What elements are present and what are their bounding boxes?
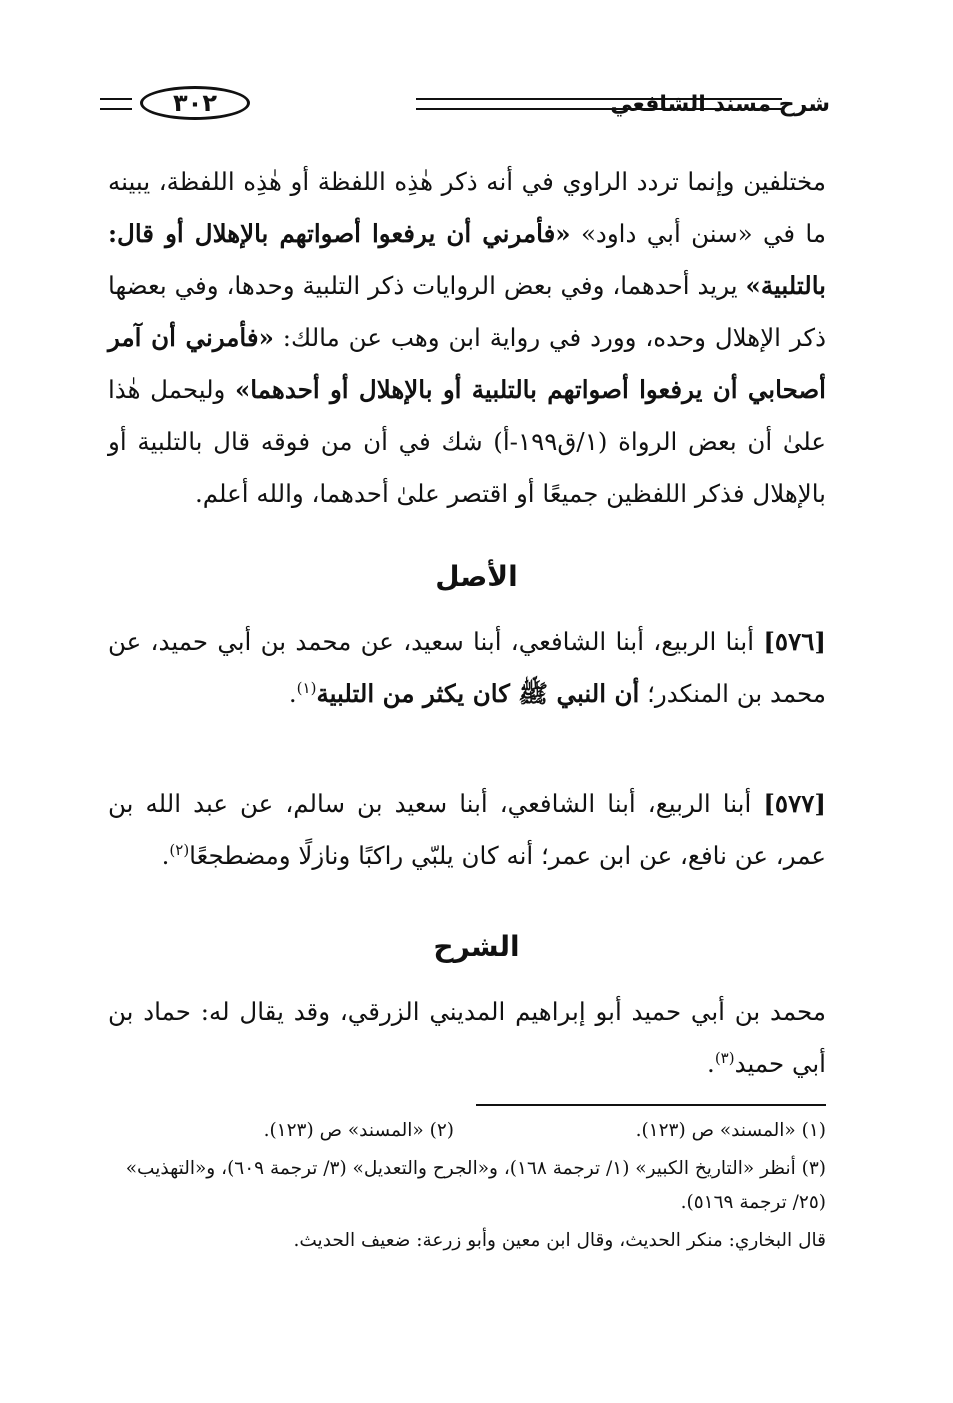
footnote-2: (٢) «المسند» ص (١٢٣). (263, 1120, 454, 1141)
footnote-row-1 (108, 1114, 826, 1148)
text-run: مختلفين وإنما تردد الراوي في أنه ذكر هٰذِه اللفظة أو هٰذِه اللفظة، يبينه ما في «سنن أبي داود» (108, 167, 826, 248)
running-title: شرح مسند الشافعي (610, 92, 830, 117)
section-heading-sharh: الشرح (433, 930, 520, 963)
hadith-number: [٥٧٧] (763, 789, 826, 818)
footnote-3 (108, 1152, 826, 1220)
footnote-ref: (٣) (714, 1048, 735, 1067)
hadith-577 (108, 778, 826, 882)
hadith-576 (108, 616, 826, 720)
bold-text: أن النبي ﷺ كان يكثر من التلبية (316, 679, 640, 708)
hadith-number: [٥٧٦] (763, 627, 826, 656)
text-run: أبنا الربيع، أبنا الشافعي، أبنا سعيد بن سالم، عن عبد الله بن عمر، عن نافع، عن ابن عمر؛ أنه كان يلبّي راكبًا ونازلًا ومضطجعًا (108, 789, 826, 870)
page-number: ٣٠٢ (140, 86, 250, 120)
sharh-paragraph (108, 986, 826, 1090)
section-heading-asl: الأصل (435, 560, 518, 593)
footnote-3-text: (٣) أنظر «التاريخ الكبير» (١/ ترجمة ١٦٨)، و«الجرح والتعديل» (٣/ ترجمة ٦٠٩)، و«التهذيب» (٢٥/ ترجمة ٥١٦٩). (125, 1158, 826, 1213)
footnote-ref: (٢) (169, 840, 190, 859)
footnote-1: (١) «المسند» ص (١٢٣). (635, 1120, 826, 1141)
page-header (100, 86, 830, 126)
text-run: أبنا الربيع، أبنا الشافعي، أبنا سعيد، عن محمد بن أبي حميد، عن محمد بن المنكدر؛ (108, 627, 826, 708)
footnote-separator (476, 1104, 826, 1106)
bold-quote: «فأمرني أن يرفعوا أصواتهم بالإهلال أو قال: بالتلبية» (108, 219, 826, 300)
text-run: محمد بن أبي حميد أبو إبراهيم المديني الزرقي، وقد يقال له: حماد بن أبي حميد (108, 997, 826, 1078)
bold-quote: «فأمرني أن آمر أصحابي أن يرفعوا أصواتهم بالتلبية أو بالإهلال أو أحدهما» (108, 323, 826, 404)
footnote-3-note: قال البخاري: منكر الحديث، وقال ابن معين وأبو زرعة: ضعيف الحديث. (293, 1230, 826, 1251)
paragraph-intro (108, 156, 826, 520)
text-run: يريد أحدهما، وفي بعض الروايات ذكر التلبية وحدها، وفي بعضها ذكر الإهلال وحده، وورد في رواية ابن وهب عن مالك: (108, 271, 826, 352)
text-run: وليحمل هٰذا علىٰ أن بعض الرواة (١/ق١٩٩-أ) شك في أن من فوقه قال بالتلبية أو بالإهلال فذكر اللفظين جميعًا أو اقتصر علىٰ أحدهما، والله أعلم. (108, 375, 826, 508)
header-rule-left (100, 98, 132, 110)
text-run: . (288, 679, 297, 708)
text-run: . (707, 1049, 715, 1078)
text-run: . (161, 841, 170, 870)
footnote-ref: (١) (296, 678, 317, 697)
